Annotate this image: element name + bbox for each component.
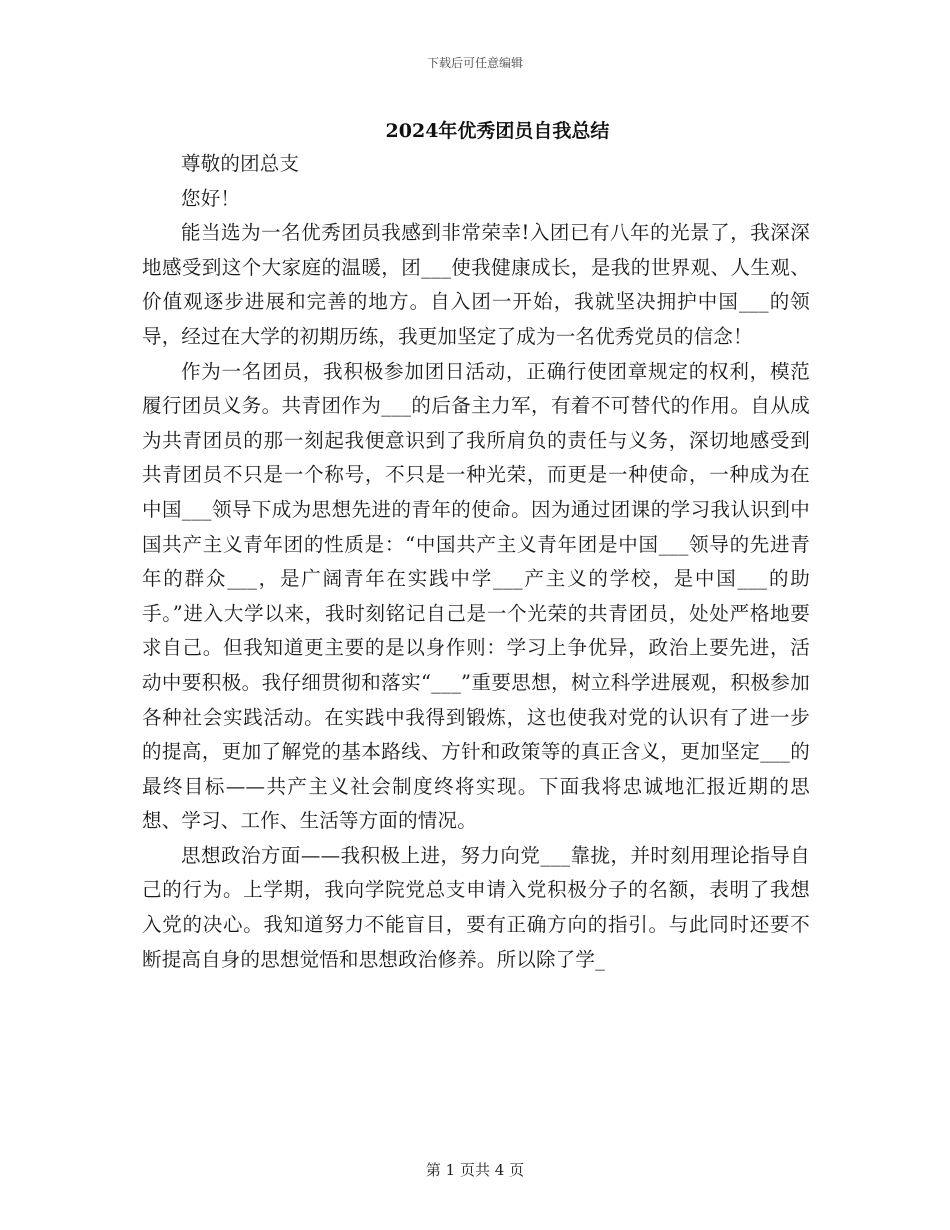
- paragraph: 作为一名团员，我积极参加团日活动，正确行使团章规定的权利，模范履行团员义务。共青团作为___的后备主力军，有着不可替代的作用。自从成为共青团员的那一刻起我便意识到了我所肩负的责任与义务，深切地感受到共青团员不只是一个称号，不只是一种光荣，而更是一种使命，一种成为在中国___领导下成为思想先进的青年的使命。因为通过团课的学习我认识到中国共产主义青年团的性质是：“中国共产主义青年团是中国___领导的先进青年的群众___，是广阔青年在实践中学___产主义的学校，是中国___的助手。”进入大学以来，我时刻铭记自己是一个光荣的共青团员，处处严格地要求自己。但我知道更主要的是以身作则：学习上争优异，政治上要先进，活动中要积极。我仔细贯彻和落实“___”重要思想，树立科学进展观，积极参加各种社会实践活动。在实践中我得到锻炼，这也使我对党的认识有了进一步的提高，更加了解党的基本路线、方针和政策等的真正含义，更加坚定___的最终目标——共产主义社会制度终将实现。下面我将忠诚地汇报近期的思想、学习、工作、生活等方面的情况。: [142, 359, 810, 833]
- page-number: 第 1 页共 4 页: [425, 1161, 525, 1179]
- paragraph: 能当选为一名优秀团员我感到非常荣幸!入团已有八年的光景了，我深深地感受到这个大家庭的温暖，团___使我健康成长，是我的世界观、人生观、价值观逐步进展和完善的地方。自入团一开始，我就坚决拥护中国___的领导，经过在大学的初期历练，我更加坚定了成为一名优秀党员的信念！: [142, 221, 810, 348]
- header-note: 下载后可任意编辑: [426, 56, 523, 70]
- greeting: 您好！: [181, 186, 241, 210]
- document-title: 2024年优秀团员自我总结: [385, 120, 610, 142]
- salutation: 尊敬的团总支: [181, 152, 300, 175]
- document-body: [142, 147, 810, 977]
- paragraph: 思想政治方面——我积极上进，努力向党___靠拢，并时刻用理论指导自己的行为。上学期，我向学院党总支申请入党积极分子的名额，表明了我想入党的决心。我知道努力不能盲目，要有正确方向的指引。与此同时还要不断提高自身的思想觉悟和思想政治修养。所以除了学_: [142, 843, 810, 971]
